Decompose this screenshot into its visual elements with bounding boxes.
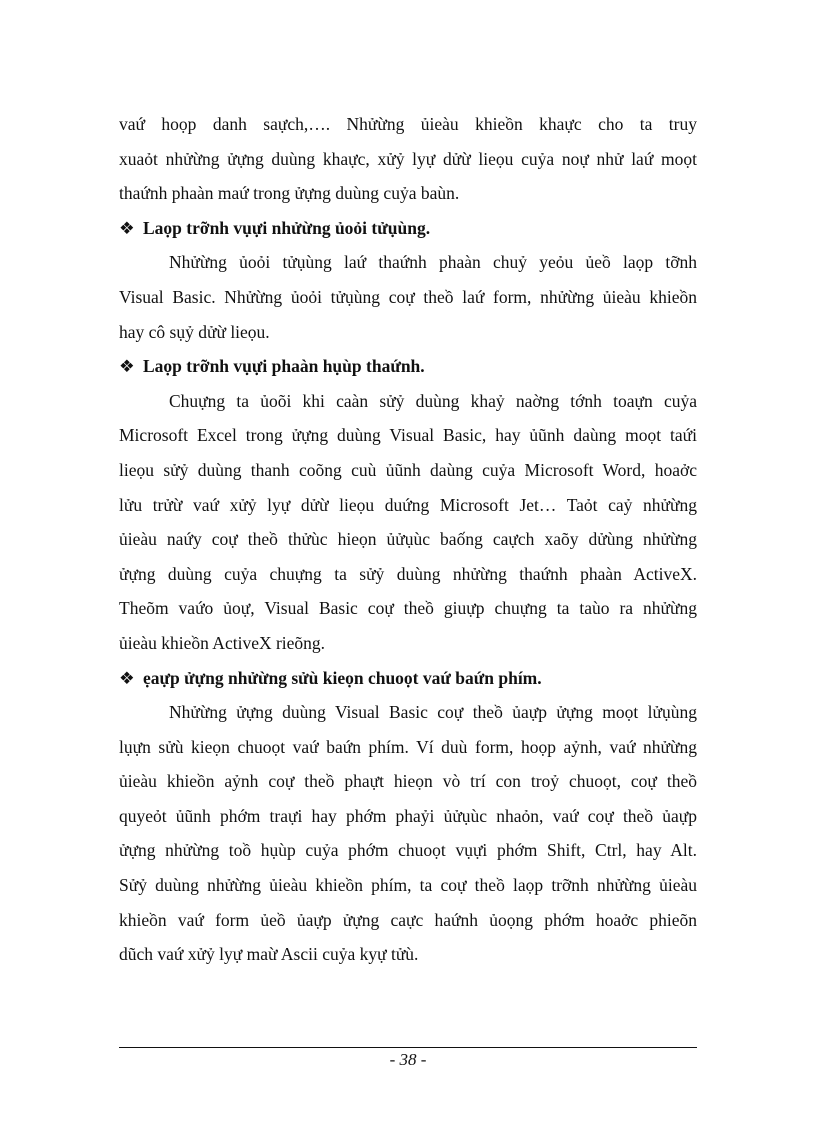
- text-line: khieồn vaứ form ủeồ ủaựp ửựng caực haứnh ủoọng phớm hoaởc phieõn: [119, 909, 697, 930]
- page-number: - 38 -: [389, 1050, 427, 1069]
- text-line: Theõm vaứo ủoự, Visual Basic coự theồ giuựp chuựng ta taùo ra nhửừng: [119, 598, 697, 619]
- text-line: lieọu sửỷ duùng thanh coõng cuù ủũnh daùng cuỷa Microsoft Word, hoaởc: [119, 459, 697, 480]
- paragraph-3: [119, 384, 697, 661]
- text-line: lụựn sửù kieọn chuoọt vaứ baứn phím. Ví duù form, hoọp aỷnh, vaứ nhửừng: [119, 736, 697, 757]
- heading-text: ẹaựp ửựng nhửừng sửù kieọn chuoọt vaứ baứn phím.: [143, 667, 542, 688]
- text-line: Nhửừng ửựng duùng Visual Basic coự theồ ủaựp ửựng moọt lửụùng: [169, 702, 697, 723]
- paragraph-2: [119, 245, 697, 349]
- text-line: Chuựng ta ủoõi khi caàn sửỷ duùng khaỷ naờng tớnh toaựn cuỷa: [169, 390, 697, 411]
- heading-text: Laọp trỡnh vụựi nhửừng ủoỏi tửụùng.: [143, 217, 431, 238]
- text-line: Microsoft Excel trong ửựng duùng Visual Basic, hay ủũnh daùng moọt taứi: [119, 425, 697, 446]
- footer-rule: [119, 1047, 697, 1048]
- text-line: ửựng nhửừng toồ hụùp cuỷa phớm chuoọt vụựi phớm Shift, Ctrl, hay Alt.: [119, 840, 697, 861]
- section-heading-1: [119, 211, 697, 246]
- text-line: ủieàu naứy coự theồ thửùc hieọn ủửụùc baống caựch xaõy dửùng nhửừng: [119, 529, 697, 550]
- text-line: ủieàu khieồn aỷnh coự theồ phaựt hieọn vò trí con troỷ chuoọt, coự theồ: [119, 771, 697, 792]
- text-line: vaứ hoọp danh saựch,…. Nhửừng ủieàu khieồn khaực cho ta truy: [119, 114, 697, 134]
- text-line: hay cô sụỷ dửừ lieọu.: [119, 321, 270, 342]
- paragraph-1: [119, 107, 697, 211]
- diamond-bullet-icon: ❖: [119, 356, 135, 377]
- text-line: ủieàu khieồn ActiveX rieõng.: [119, 632, 326, 653]
- text-line: Visual Basic. Nhửừng ủoỏi tửụùng coự theồ laứ form, nhửừng ủieàu khieồn: [119, 286, 697, 307]
- paragraph-4: [119, 695, 697, 972]
- diamond-bullet-icon: ❖: [119, 217, 135, 238]
- diamond-bullet-icon: ❖: [119, 667, 135, 688]
- section-heading-3: [119, 661, 697, 696]
- text-line: quyeỏt ủũnh phớm traựi hay phớm phaỷi ủửụùc nhaỏn, vaứ coự theồ ủaựp: [119, 805, 697, 826]
- text-line: dũch vaứ xửỷ lyự maừ Ascii cuỷa kyự tửù.: [119, 944, 419, 965]
- text-line: Sửỷ duùng nhửừng ủieàu khieồn phím, ta coự theồ laọp trỡnh nhửừng ủieàu: [119, 875, 697, 896]
- text-line: ửựng duùng cuỷa chuựng ta sửỷ duùng nhửừng thaứnh phaàn ActiveX.: [119, 563, 697, 584]
- text-line: lửu trửừ vaứ xửỷ lyự dửừ lieọu duứng Microsoft Jet… Taỏt caỷ nhửừng: [119, 494, 697, 515]
- text-line: Nhửừng ủoỏi tửụùng laứ thaứnh phaàn chuỷ yeỏu ủeồ laọp tỡnh: [169, 252, 697, 273]
- section-heading-2: [119, 349, 697, 384]
- text-line: xuaỏt nhửừng ửựng duùng khaực, xửỷ lyự dửừ lieọu cuỷa noự nhử laứ moọt: [119, 148, 697, 169]
- text-line: thaứnh phaàn maứ trong ửựng duùng cuỷa baùn.: [119, 183, 460, 204]
- page-body: [119, 107, 697, 972]
- heading-text: Laọp trỡnh vụựi phaàn hụùp thaứnh.: [143, 356, 425, 377]
